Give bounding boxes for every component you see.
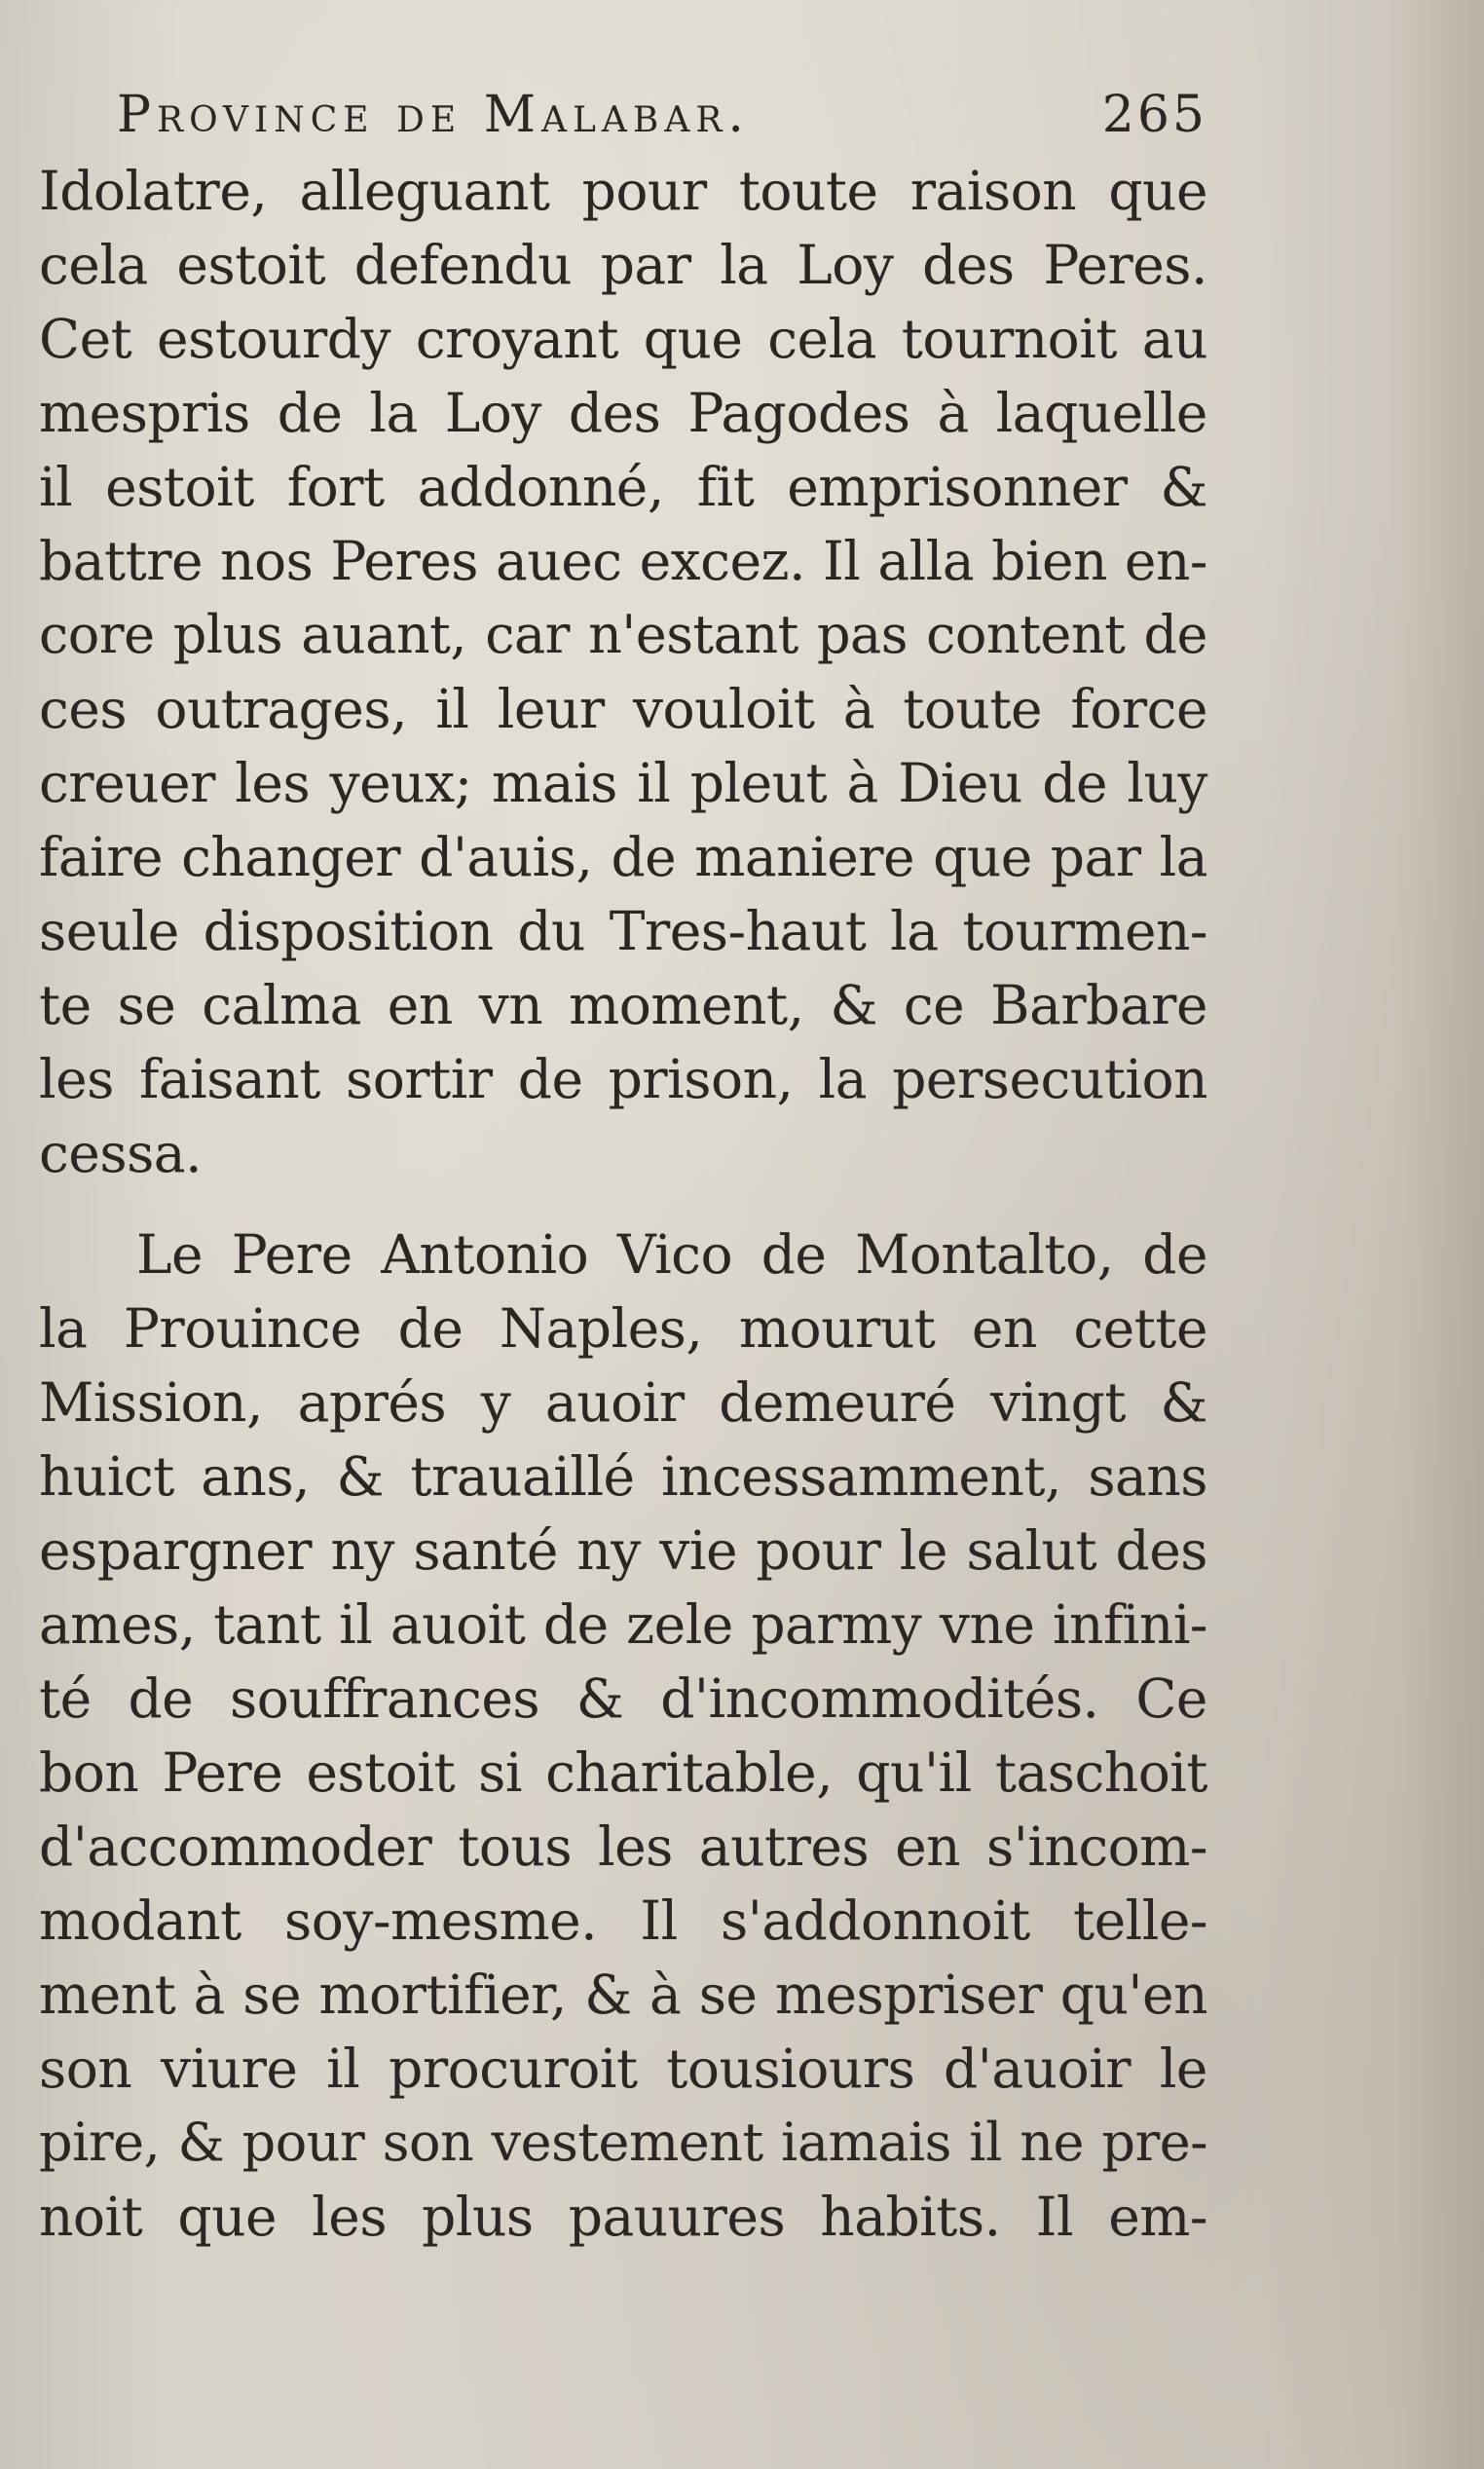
text-line: creuer les yeux; mais il pleut à Dieu de luy: [39, 752, 1207, 814]
text-line: espargner ny santé ny vie pour le salut des: [39, 1519, 1207, 1582]
text-line: il estoit fort addonné, fit emprisonner &: [39, 456, 1207, 518]
text-line: Idolatre, alleguant pour toute raison que: [39, 160, 1207, 222]
text-line: core plus auant, car n'estant pas content de: [39, 604, 1207, 665]
text-line: pire, & pour son vestement iamais il ne pre-: [39, 2112, 1207, 2173]
text-line: bon Pere estoit si charitable, qu'il taschoit: [39, 1741, 1207, 1804]
paragraph-1: [39, 154, 1207, 1190]
text-line: té de souffrances & d'incommodités. Ce: [39, 1667, 1207, 1730]
text-line: huict ans, & trauaillé incessamment, sans: [39, 1445, 1207, 1508]
text-line: Mission, aprés y auoir demeuré vingt &: [39, 1371, 1207, 1434]
text-line: ment à se mortifier, & à se mespriser qu'en: [39, 1964, 1207, 2026]
paragraph-gap: [39, 1190, 1207, 1217]
running-title: Province de Malabar.: [117, 86, 750, 144]
text-line: son viure il procuroit tousiours d'auoir le: [39, 2038, 1207, 2100]
text-line: Cet estourdy croyant que cela tournoit au: [39, 308, 1207, 370]
text-line: la Prouince de Naples, mourut en cette: [39, 1297, 1207, 1360]
text-line: seule disposition du Tres-haut la tourmen-: [39, 900, 1207, 962]
text-line: d'accommoder tous les autres en s'incom-: [39, 1815, 1207, 1878]
text-line: noit que les plus pauures habits. Il em-: [39, 2186, 1207, 2248]
text-line: ces outrages, il leur vouloit à toute force: [39, 678, 1207, 740]
text-line: ames, tant il auoit de zele parmy vne infini-: [39, 1593, 1207, 1656]
page-edge-shadow: [1396, 0, 1484, 2469]
text-line: faire changer d'auis, de maniere que par la: [39, 826, 1207, 888]
text-line: cela estoit defendu par la Loy des Peres.: [39, 234, 1207, 296]
page-number: 265: [1101, 86, 1207, 144]
text-line: cessa.: [39, 1122, 203, 1184]
page-header: [117, 76, 1207, 154]
paragraph-2: [39, 1217, 1207, 2254]
text-line: te se calma en vn moment, & ce Barbare: [39, 974, 1207, 1036]
text-line: les faisant sortir de prison, la persecution: [39, 1048, 1207, 1110]
body-text: [39, 154, 1207, 2254]
text-line: mespris de la Loy des Pagodes à laquelle: [39, 382, 1207, 444]
text-line: modant soy-mesme. Il s'addonnoit telle-: [39, 1889, 1207, 1952]
text-line: battre nos Peres auec excez. Il alla bien en-: [39, 530, 1207, 592]
text-line: Le Pere Antonio Vico de Montalto, de: [136, 1223, 1207, 1286]
